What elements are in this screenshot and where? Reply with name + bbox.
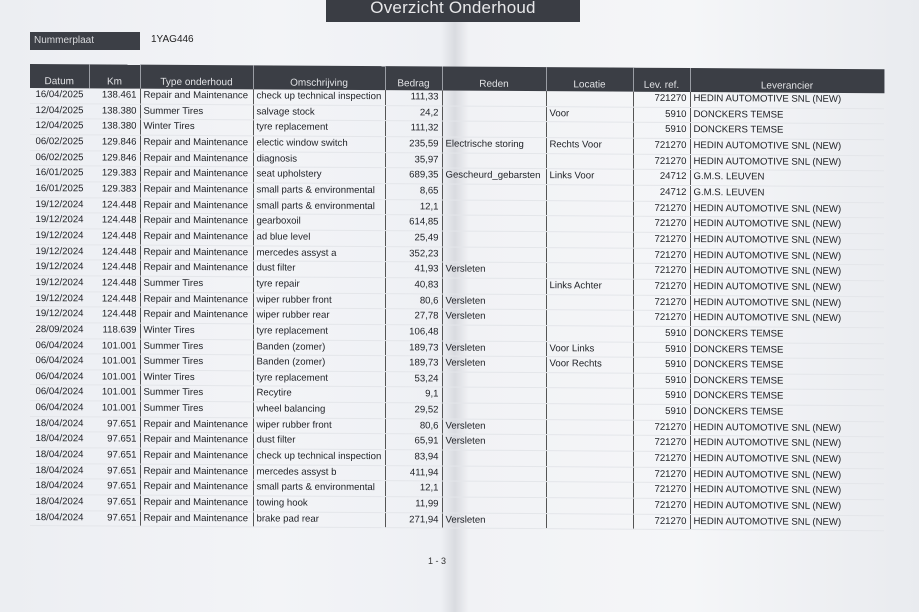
reason-cell: Versleten [442, 419, 546, 435]
supplier-cell: HEDIN AUTOMOTIVE SNL (NEW) [690, 499, 884, 516]
type-cell: Repair and Maintenance [140, 89, 253, 105]
amount-cell: 80,6 [385, 293, 442, 309]
amount-cell: 189,73 [385, 356, 442, 372]
supplier-ref-cell: 5910 [633, 389, 690, 405]
supplier-cell: HEDIN AUTOMOTIVE SNL (NEW) [690, 295, 884, 312]
km-cell: 129.383 [89, 182, 140, 198]
page-title: Overzicht Onderhoud [326, 0, 580, 22]
description-cell: gearboxoil [253, 214, 385, 230]
description-cell: tyre replacement [253, 324, 385, 340]
description-cell: dust filter [253, 433, 385, 449]
location-cell [546, 325, 633, 341]
column-header: Datum [30, 64, 89, 88]
location-cell [546, 388, 633, 404]
amount-cell: 27,78 [385, 309, 442, 325]
type-cell: Repair and Maintenance [140, 151, 253, 167]
description-cell: small parts & environmental [253, 183, 385, 199]
column-header: Reden [442, 67, 546, 92]
supplier-ref-cell: 5910 [633, 404, 690, 420]
date-cell: 19/12/2024 [30, 275, 89, 291]
type-cell: Repair and Maintenance [140, 480, 253, 496]
km-cell: 118.639 [89, 323, 140, 339]
description-cell: brake pad rear [253, 512, 385, 528]
location-cell: Rechts Voor [546, 138, 633, 154]
type-cell: Summer Tires [140, 386, 253, 402]
reason-cell: Versleten [442, 309, 546, 325]
reason-cell [442, 247, 546, 263]
type-cell: Repair and Maintenance [140, 464, 253, 480]
reason-cell: Versleten [442, 513, 546, 529]
location-cell [546, 482, 633, 498]
km-cell: 138.380 [89, 104, 140, 120]
amount-cell: 40,83 [385, 278, 442, 294]
column-header: Locatie [546, 67, 633, 92]
date-cell: 19/12/2024 [30, 244, 89, 260]
km-cell: 129.846 [89, 135, 140, 151]
location-cell [546, 216, 633, 232]
description-cell: salvage stock [253, 105, 385, 121]
type-cell: Repair and Maintenance [140, 433, 253, 449]
km-cell: 124.448 [89, 291, 140, 307]
amount-cell: 65,91 [385, 434, 442, 450]
supplier-ref-cell: 721270 [633, 138, 690, 154]
amount-cell: 80,6 [385, 418, 442, 434]
type-cell: Summer Tires [140, 104, 253, 120]
amount-cell: 83,94 [385, 450, 442, 466]
reason-cell: Versleten [442, 262, 546, 278]
description-cell: tyre replacement [253, 371, 385, 387]
amount-cell: 11,99 [385, 497, 442, 513]
supplier-cell: DONCKERS TEMSE [690, 389, 884, 406]
amount-cell: 614,85 [385, 215, 442, 231]
reason-cell [442, 403, 546, 419]
supplier-cell: G.M.S. LEUVEN [690, 185, 884, 202]
description-cell: diagnosis [253, 151, 385, 167]
supplier-cell: HEDIN AUTOMOTIVE SNL (NEW) [690, 483, 884, 500]
location-cell: Voor [546, 106, 633, 122]
date-cell: 19/12/2024 [30, 228, 89, 244]
location-cell [546, 200, 633, 216]
date-cell: 19/12/2024 [30, 307, 89, 323]
km-cell: 101.001 [89, 385, 140, 401]
supplier-cell: DONCKERS TEMSE [690, 405, 884, 422]
supplier-cell: HEDIN AUTOMOTIVE SNL (NEW) [690, 248, 884, 265]
supplier-ref-cell: 721270 [633, 451, 690, 467]
amount-cell: 12,1 [385, 199, 442, 215]
supplier-ref-cell: 5910 [633, 326, 690, 342]
km-cell: 138.380 [89, 119, 140, 135]
supplier-cell: DONCKERS TEMSE [690, 123, 884, 140]
reason-cell [442, 387, 546, 403]
date-cell: 16/01/2025 [30, 181, 89, 197]
reason-cell [442, 91, 546, 107]
supplier-cell: HEDIN AUTOMOTIVE SNL (NEW) [690, 436, 884, 453]
supplier-cell: DONCKERS TEMSE [690, 358, 884, 375]
description-cell: seat upholstery [253, 167, 385, 183]
supplier-ref-cell: 5910 [633, 107, 690, 123]
amount-cell: 106,48 [385, 325, 442, 341]
location-cell [546, 91, 633, 107]
amount-cell: 9,1 [385, 387, 442, 403]
amount-cell: 12,1 [385, 481, 442, 497]
reason-cell [442, 215, 546, 231]
reason-cell: Versleten [442, 294, 546, 310]
description-cell: electic window switch [253, 136, 385, 152]
reason-cell [442, 184, 546, 200]
amount-cell: 689,35 [385, 168, 442, 184]
location-cell [546, 122, 633, 138]
type-cell: Repair and Maintenance [140, 292, 253, 308]
supplier-cell: DONCKERS TEMSE [690, 373, 884, 390]
plate-label: Nummerplaat [30, 32, 140, 50]
amount-cell: 271,94 [385, 512, 442, 528]
supplier-ref-cell: 5910 [633, 373, 690, 389]
date-cell: 18/04/2024 [30, 416, 89, 432]
type-cell: Summer Tires [140, 276, 253, 292]
amount-cell: 411,94 [385, 465, 442, 481]
type-cell: Repair and Maintenance [140, 245, 253, 261]
supplier-ref-cell: 721270 [633, 154, 690, 170]
km-cell: 124.448 [89, 307, 140, 323]
reason-cell [442, 372, 546, 388]
location-cell [546, 185, 633, 201]
supplier-ref-cell: 721270 [633, 420, 690, 436]
reason-cell: Versleten [442, 434, 546, 450]
type-cell: Repair and Maintenance [140, 135, 253, 151]
km-cell: 97.651 [89, 511, 140, 527]
type-cell: Repair and Maintenance [140, 198, 253, 214]
date-cell: 16/01/2025 [30, 166, 89, 182]
table-body [30, 88, 884, 531]
date-cell: 19/12/2024 [30, 213, 89, 229]
km-cell: 97.651 [89, 432, 140, 448]
date-cell: 06/04/2024 [30, 354, 89, 370]
amount-cell: 8,65 [385, 184, 442, 200]
location-cell [546, 451, 633, 467]
date-cell: 19/12/2024 [30, 197, 89, 213]
km-cell: 124.448 [89, 244, 140, 260]
supplier-cell: HEDIN AUTOMOTIVE SNL (NEW) [690, 92, 884, 108]
column-header: Leverancier [690, 68, 884, 93]
date-cell: 06/04/2024 [30, 338, 89, 354]
amount-cell: 189,73 [385, 340, 442, 356]
supplier-cell: HEDIN AUTOMOTIVE SNL (NEW) [690, 264, 884, 281]
description-cell: wiper rubber front [253, 418, 385, 434]
type-cell: Winter Tires [140, 119, 253, 135]
location-cell [546, 247, 633, 263]
km-cell: 97.651 [89, 479, 140, 495]
supplier-cell: HEDIN AUTOMOTIVE SNL (NEW) [690, 420, 884, 437]
km-cell: 97.651 [89, 448, 140, 464]
km-cell: 129.846 [89, 150, 140, 166]
date-cell: 18/04/2024 [30, 463, 89, 479]
reason-cell: Versleten [442, 356, 546, 372]
supplier-ref-cell: 5910 [633, 122, 690, 138]
column-header: Type onderhoud [140, 65, 253, 90]
type-cell: Repair and Maintenance [140, 229, 253, 245]
supplier-ref-cell: 721270 [633, 514, 690, 530]
location-cell [546, 153, 633, 169]
supplier-cell: HEDIN AUTOMOTIVE SNL (NEW) [690, 139, 884, 156]
location-cell [546, 372, 633, 388]
supplier-ref-cell: 721270 [633, 467, 690, 483]
page-indicator: 1 - 3 [428, 556, 447, 566]
location-cell [546, 232, 633, 248]
column-header: Lev. ref. [633, 68, 690, 92]
description-cell: wiper rubber front [253, 292, 385, 308]
reason-cell [442, 121, 546, 137]
description-cell: towing hook [253, 496, 385, 512]
type-cell: Winter Tires [140, 323, 253, 339]
supplier-cell: HEDIN AUTOMOTIVE SNL (NEW) [690, 154, 884, 171]
description-cell: small parts & environmental [253, 480, 385, 496]
type-cell: Repair and Maintenance [140, 417, 253, 433]
location-cell [546, 498, 633, 514]
description-cell: tyre repair [253, 277, 385, 293]
description-cell: Recytire [253, 386, 385, 402]
description-cell: wiper rubber rear [253, 308, 385, 324]
reason-cell: Electrische storing [442, 137, 546, 153]
type-cell: Repair and Maintenance [140, 213, 253, 229]
type-cell: Repair and Maintenance [140, 495, 253, 511]
date-cell: 16/04/2025 [30, 88, 89, 104]
description-cell: tyre replacement [253, 120, 385, 136]
reason-cell [442, 200, 546, 216]
supplier-cell: HEDIN AUTOMOTIVE SNL (NEW) [690, 467, 884, 484]
supplier-cell: HEDIN AUTOMOTIVE SNL (NEW) [690, 514, 884, 531]
location-cell [546, 404, 633, 420]
reason-cell [442, 278, 546, 294]
reason-cell [442, 450, 546, 466]
amount-cell: 24,2 [385, 105, 442, 121]
date-cell: 19/12/2024 [30, 291, 89, 307]
location-cell [546, 310, 633, 326]
column-header: Bedrag [385, 66, 442, 90]
supplier-ref-cell: 721270 [633, 295, 690, 311]
date-cell: 18/04/2024 [30, 448, 89, 464]
supplier-cell: HEDIN AUTOMOTIVE SNL (NEW) [690, 217, 884, 234]
reason-cell: Gescheurd_gebarsten [442, 168, 546, 184]
supplier-ref-cell: 721270 [633, 216, 690, 232]
amount-cell: 53,24 [385, 371, 442, 387]
supplier-cell: DONCKERS TEMSE [690, 107, 884, 124]
supplier-ref-cell: 24712 [633, 169, 690, 185]
description-cell: ad blue level [253, 230, 385, 246]
km-cell: 124.448 [89, 213, 140, 229]
km-cell: 129.383 [89, 166, 140, 182]
supplier-ref-cell: 721270 [633, 263, 690, 279]
date-cell: 12/04/2025 [30, 119, 89, 135]
km-cell: 101.001 [89, 370, 140, 386]
reason-cell [442, 325, 546, 341]
amount-cell: 235,59 [385, 137, 442, 153]
location-cell [546, 419, 633, 435]
date-cell: 12/04/2025 [30, 103, 89, 119]
km-cell: 97.651 [89, 495, 140, 511]
date-cell: 06/04/2024 [30, 385, 89, 401]
date-cell: 18/04/2024 [30, 510, 89, 526]
reason-cell [442, 497, 546, 513]
km-cell: 124.448 [89, 197, 140, 213]
supplier-cell: G.M.S. LEUVEN [690, 170, 884, 187]
date-cell: 18/04/2024 [30, 432, 89, 448]
supplier-ref-cell: 721270 [633, 436, 690, 452]
description-cell: mercedes assyst b [253, 465, 385, 481]
location-cell [546, 466, 633, 482]
type-cell: Repair and Maintenance [140, 511, 253, 527]
amount-cell: 41,93 [385, 262, 442, 278]
km-cell: 97.651 [89, 417, 140, 433]
date-cell: 06/02/2025 [30, 150, 89, 166]
km-cell: 138.461 [89, 88, 140, 103]
amount-cell: 352,23 [385, 246, 442, 262]
km-cell: 101.001 [89, 354, 140, 370]
type-cell: Repair and Maintenance [140, 166, 253, 182]
description-cell: small parts & environmental [253, 198, 385, 214]
supplier-ref-cell: 721270 [633, 92, 690, 108]
location-cell [546, 294, 633, 310]
date-cell: 06/04/2024 [30, 369, 89, 385]
plate-value: 1YAG446 [151, 34, 194, 45]
supplier-ref-cell: 721270 [633, 248, 690, 264]
column-header: Omschrijving [253, 65, 385, 90]
amount-cell: 29,52 [385, 403, 442, 419]
type-cell: Winter Tires [140, 370, 253, 386]
km-cell: 97.651 [89, 464, 140, 480]
supplier-cell: DONCKERS TEMSE [690, 326, 884, 343]
location-cell: Links Achter [546, 279, 633, 295]
type-cell: Repair and Maintenance [140, 448, 253, 464]
location-cell [546, 435, 633, 451]
supplier-ref-cell: 24712 [633, 185, 690, 201]
supplier-ref-cell: 721270 [633, 498, 690, 514]
type-cell: Repair and Maintenance [140, 307, 253, 323]
reason-cell: Versleten [442, 341, 546, 357]
supplier-ref-cell: 721270 [633, 201, 690, 217]
reason-cell [442, 231, 546, 247]
description-cell: wheel balancing [253, 402, 385, 418]
amount-cell: 111,33 [385, 90, 442, 106]
km-cell: 124.448 [89, 260, 140, 276]
date-cell: 18/04/2024 [30, 479, 89, 495]
description-cell: Banden (zomer) [253, 355, 385, 371]
supplier-cell: HEDIN AUTOMOTIVE SNL (NEW) [690, 201, 884, 218]
reason-cell [442, 481, 546, 497]
supplier-cell: HEDIN AUTOMOTIVE SNL (NEW) [690, 452, 884, 469]
maintenance-table [30, 64, 885, 532]
description-cell: check up technical inspection [253, 449, 385, 465]
supplier-cell: DONCKERS TEMSE [690, 342, 884, 359]
amount-cell: 35,97 [385, 152, 442, 168]
location-cell [546, 263, 633, 279]
description-cell: Banden (zomer) [253, 339, 385, 355]
km-cell: 101.001 [89, 401, 140, 417]
location-cell [546, 513, 633, 529]
supplier-ref-cell: 721270 [633, 279, 690, 295]
supplier-ref-cell: 5910 [633, 342, 690, 358]
km-cell: 101.001 [89, 338, 140, 354]
location-cell: Voor Rechts [546, 357, 633, 373]
supplier-ref-cell: 721270 [633, 310, 690, 326]
reason-cell [442, 153, 546, 169]
amount-cell: 25,49 [385, 231, 442, 247]
supplier-cell: HEDIN AUTOMOTIVE SNL (NEW) [690, 311, 884, 328]
supplier-cell: HEDIN AUTOMOTIVE SNL (NEW) [690, 279, 884, 296]
column-header: Km [89, 64, 140, 88]
amount-cell: 111,32 [385, 121, 442, 137]
reason-cell [442, 106, 546, 122]
date-cell: 18/04/2024 [30, 495, 89, 511]
type-cell: Repair and Maintenance [140, 260, 253, 276]
type-cell: Summer Tires [140, 401, 253, 417]
supplier-ref-cell: 721270 [633, 232, 690, 248]
type-cell: Repair and Maintenance [140, 182, 253, 198]
km-cell: 124.448 [89, 276, 140, 292]
date-cell: 06/02/2025 [30, 134, 89, 150]
date-cell: 28/09/2024 [30, 322, 89, 338]
date-cell: 06/04/2024 [30, 401, 89, 417]
reason-cell [442, 466, 546, 482]
type-cell: Summer Tires [140, 339, 253, 355]
supplier-cell: HEDIN AUTOMOTIVE SNL (NEW) [690, 232, 884, 249]
description-cell: check up technical inspection [253, 89, 385, 105]
supplier-ref-cell: 5910 [633, 357, 690, 373]
location-cell: Links Voor [546, 169, 633, 185]
type-cell: Summer Tires [140, 354, 253, 370]
supplier-ref-cell: 721270 [633, 483, 690, 499]
location-cell: Voor Links [546, 341, 633, 357]
description-cell: dust filter [253, 261, 385, 277]
km-cell: 124.448 [89, 229, 140, 245]
description-cell: mercedes assyst a [253, 245, 385, 261]
date-cell: 19/12/2024 [30, 260, 89, 276]
